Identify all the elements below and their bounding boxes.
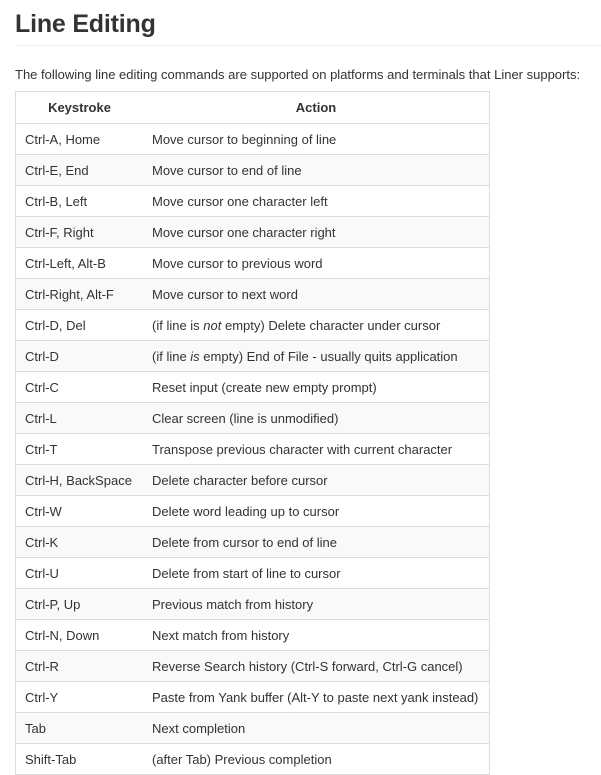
table-row — [16, 527, 490, 558]
action-cell: Paste from Yank buffer (Alt-Y to paste next yank instead) — [143, 682, 490, 713]
table-row — [16, 155, 490, 186]
action-cell: Move cursor to beginning of line — [143, 124, 490, 155]
keystroke-cell: Ctrl-N, Down — [16, 620, 144, 651]
action-cell: Transpose previous character with current character — [143, 434, 490, 465]
table-row — [16, 496, 490, 527]
table-header-row — [16, 92, 490, 124]
table-row — [16, 465, 490, 496]
action-text: (if line — [152, 348, 191, 364]
keystroke-cell: Ctrl-D, Del — [16, 310, 144, 341]
title-divider — [15, 45, 601, 46]
table-row — [16, 713, 490, 744]
keystroke-cell: Shift-Tab — [16, 744, 144, 775]
action-cell: Move cursor one character left — [143, 186, 490, 217]
action-cell: Move cursor to previous word — [143, 248, 490, 279]
action-cell — [143, 341, 490, 372]
table-row — [16, 434, 490, 465]
keystroke-cell: Ctrl-A, Home — [16, 124, 144, 155]
action-cell: Clear screen (line is unmodified) — [143, 403, 490, 434]
action-cell: (after Tab) Previous completion — [143, 744, 490, 775]
action-cell: Delete word leading up to cursor — [143, 496, 490, 527]
action-cell: Move cursor to end of line — [143, 155, 490, 186]
keystroke-cell: Ctrl-Right, Alt-F — [16, 279, 144, 310]
action-cell: Delete from start of line to cursor — [143, 558, 490, 589]
action-cell — [143, 310, 490, 341]
page-title: Line Editing — [15, 10, 156, 38]
action-cell: Move cursor one character right — [143, 217, 490, 248]
action-cell: Delete from cursor to end of line — [143, 527, 490, 558]
action-cell: Next match from history — [143, 620, 490, 651]
action-text: empty) End of File - usually quits application — [199, 348, 458, 364]
table-row — [16, 310, 490, 341]
table-row — [16, 558, 490, 589]
table-row — [16, 403, 490, 434]
table-body — [16, 124, 490, 775]
keystroke-cell: Ctrl-T — [16, 434, 144, 465]
keystroke-cell: Ctrl-K — [16, 527, 144, 558]
keystroke-cell: Ctrl-D — [16, 341, 144, 372]
keystroke-cell: Ctrl-P, Up — [16, 589, 144, 620]
table-row — [16, 372, 490, 403]
keystroke-cell: Ctrl-Y — [16, 682, 144, 713]
keystroke-cell: Ctrl-F, Right — [16, 217, 144, 248]
intro-paragraph: The following line editing commands are supported on platforms and terminals that Liner supports: — [15, 67, 581, 82]
table-row — [16, 341, 490, 372]
keystroke-table — [15, 91, 490, 775]
table-row — [16, 620, 490, 651]
action-text: empty) Delete character under cursor — [221, 317, 441, 333]
table-row — [16, 279, 490, 310]
table-row — [16, 217, 490, 248]
action-cell: Next completion — [143, 713, 490, 744]
action-cell: Move cursor to next word — [143, 279, 490, 310]
table-row — [16, 589, 490, 620]
action-cell: Previous match from history — [143, 589, 490, 620]
action-cell: Delete character before cursor — [143, 465, 490, 496]
keystroke-cell: Ctrl-R — [16, 651, 144, 682]
action-emphasis: is — [190, 348, 200, 364]
table-row — [16, 124, 490, 155]
keystroke-cell: Ctrl-L — [16, 403, 144, 434]
action-emphasis: not — [203, 317, 222, 333]
header-action: Action — [143, 92, 490, 124]
keystroke-cell: Ctrl-B, Left — [16, 186, 144, 217]
table-row — [16, 248, 490, 279]
keystroke-cell: Ctrl-H, BackSpace — [16, 465, 144, 496]
keystroke-cell: Ctrl-W — [16, 496, 144, 527]
keystroke-cell: Ctrl-Left, Alt-B — [16, 248, 144, 279]
action-cell: Reset input (create new empty prompt) — [143, 372, 490, 403]
action-text: (if line is — [152, 317, 204, 333]
action-cell: Reverse Search history (Ctrl-S forward, Ctrl-G cancel) — [143, 651, 490, 682]
keystroke-cell: Ctrl-C — [16, 372, 144, 403]
header-keystroke: Keystroke — [16, 92, 144, 124]
page-content — [15, 0, 601, 767]
table-row — [16, 682, 490, 713]
table-row — [16, 651, 490, 682]
table-row — [16, 744, 490, 775]
keystroke-cell: Ctrl-U — [16, 558, 144, 589]
table-row — [16, 186, 490, 217]
keystroke-cell: Tab — [16, 713, 144, 744]
keystroke-cell: Ctrl-E, End — [16, 155, 144, 186]
